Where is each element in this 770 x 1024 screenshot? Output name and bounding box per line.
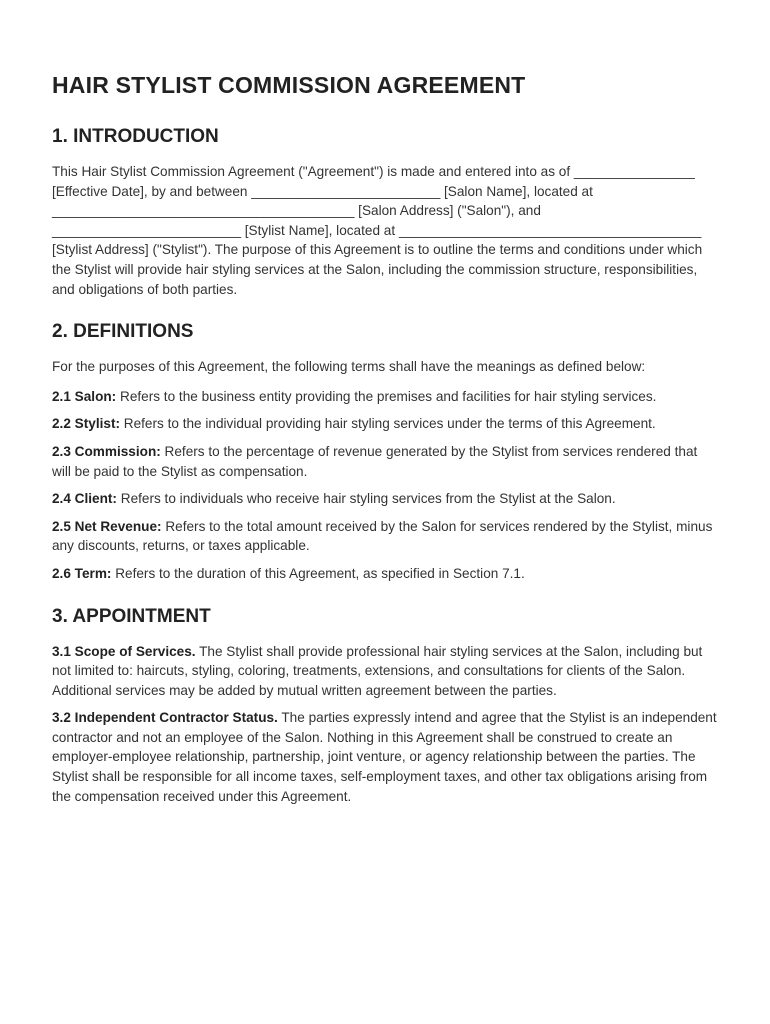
definition-item — [52, 517, 718, 556]
clause-term: 3.2 Independent Contractor Status. — [52, 710, 278, 726]
definition-text: Refers to the duration of this Agreement, as specified in Section 7.1. — [111, 565, 525, 581]
definition-item — [52, 414, 718, 434]
definition-term: 2.6 Term: — [52, 565, 112, 581]
clause-text: The Stylist shall provide professional hair styling services at the Salon, including but not limited to: haircuts, styling, coloring, treatments, extensions, and consultations for clients of the Salon. Additional services may be added by mutual written agreement between the parties. — [52, 643, 703, 698]
definition-text: Refers to the total amount received by the Salon for services rendered by the Stylist, minus any discounts, returns, or taxes applicable. — [52, 518, 713, 554]
definition-item — [52, 564, 718, 584]
section-appointment — [52, 604, 718, 807]
paragraph: This Hair Stylist Commission Agreement ("Agreement") is made and entered into as of ________________ [Effective Date], by and between _________________________ [Salon Name], located at ________________________________________ [Salon Address] ("Salon"), and _________________________ [Stylist Name], located at ________________________________________ [Stylist Address] ("Stylist"). The purpose of this Agreement is to outline the terms and conditions under which the Stylist will provide hair styling services at the Salon, including the commission structure, responsibilities, and obligations of both parties. — [52, 164, 703, 297]
section-heading: 2. DEFINITIONS — [52, 321, 194, 343]
document-title: HAIR STYLIST COMMISSION AGREEMENT — [52, 72, 526, 98]
definition-term: 2.4 Client: — [52, 491, 117, 507]
definition-term: 2.1 Salon: — [52, 388, 117, 404]
definition-text: Refers to the individual providing hair styling services under the terms of this Agreement. — [120, 416, 656, 432]
definition-item — [52, 442, 718, 481]
definition-text: Refers to individuals who receive hair styling services from the Stylist at the Salon. — [116, 491, 616, 507]
section-heading: 3. APPOINTMENT — [52, 605, 211, 627]
clause-item — [52, 708, 718, 806]
clause-item — [52, 642, 718, 701]
section-introduction — [52, 124, 718, 299]
definition-item — [52, 387, 718, 407]
section-definitions — [52, 319, 718, 583]
definition-term: 2.2 Stylist: — [52, 416, 120, 432]
clause-term: 3.1 Scope of Services. — [52, 643, 196, 659]
definition-term: 2.3 Commission: — [52, 443, 161, 459]
clause-text: The parties expressly intend and agree that the Stylist is an independent contractor and not an employee of the Salon. Nothing in this Agreement shall be construed to create an employer-employee relationship, partnership, joint venture, or agency relationship between the parties. The Stylist shall be responsible for all income taxes, self-employment taxes, and other tax obligations arising from the compensation received under this Agreement. — [52, 710, 717, 804]
paragraph: For the purposes of this Agreement, the following terms shall have the meanings as defined below: — [52, 359, 646, 375]
section-heading: 1. INTRODUCTION — [52, 126, 219, 147]
definition-text: Refers to the percentage of revenue generated by the Stylist from services rendered that will be paid to the Stylist as compensation. — [52, 443, 698, 479]
definition-term: 2.5 Net Revenue: — [52, 518, 162, 534]
definition-item — [52, 489, 718, 509]
definition-text: Refers to the business entity providing the premises and facilities for hair styling services. — [116, 388, 657, 404]
